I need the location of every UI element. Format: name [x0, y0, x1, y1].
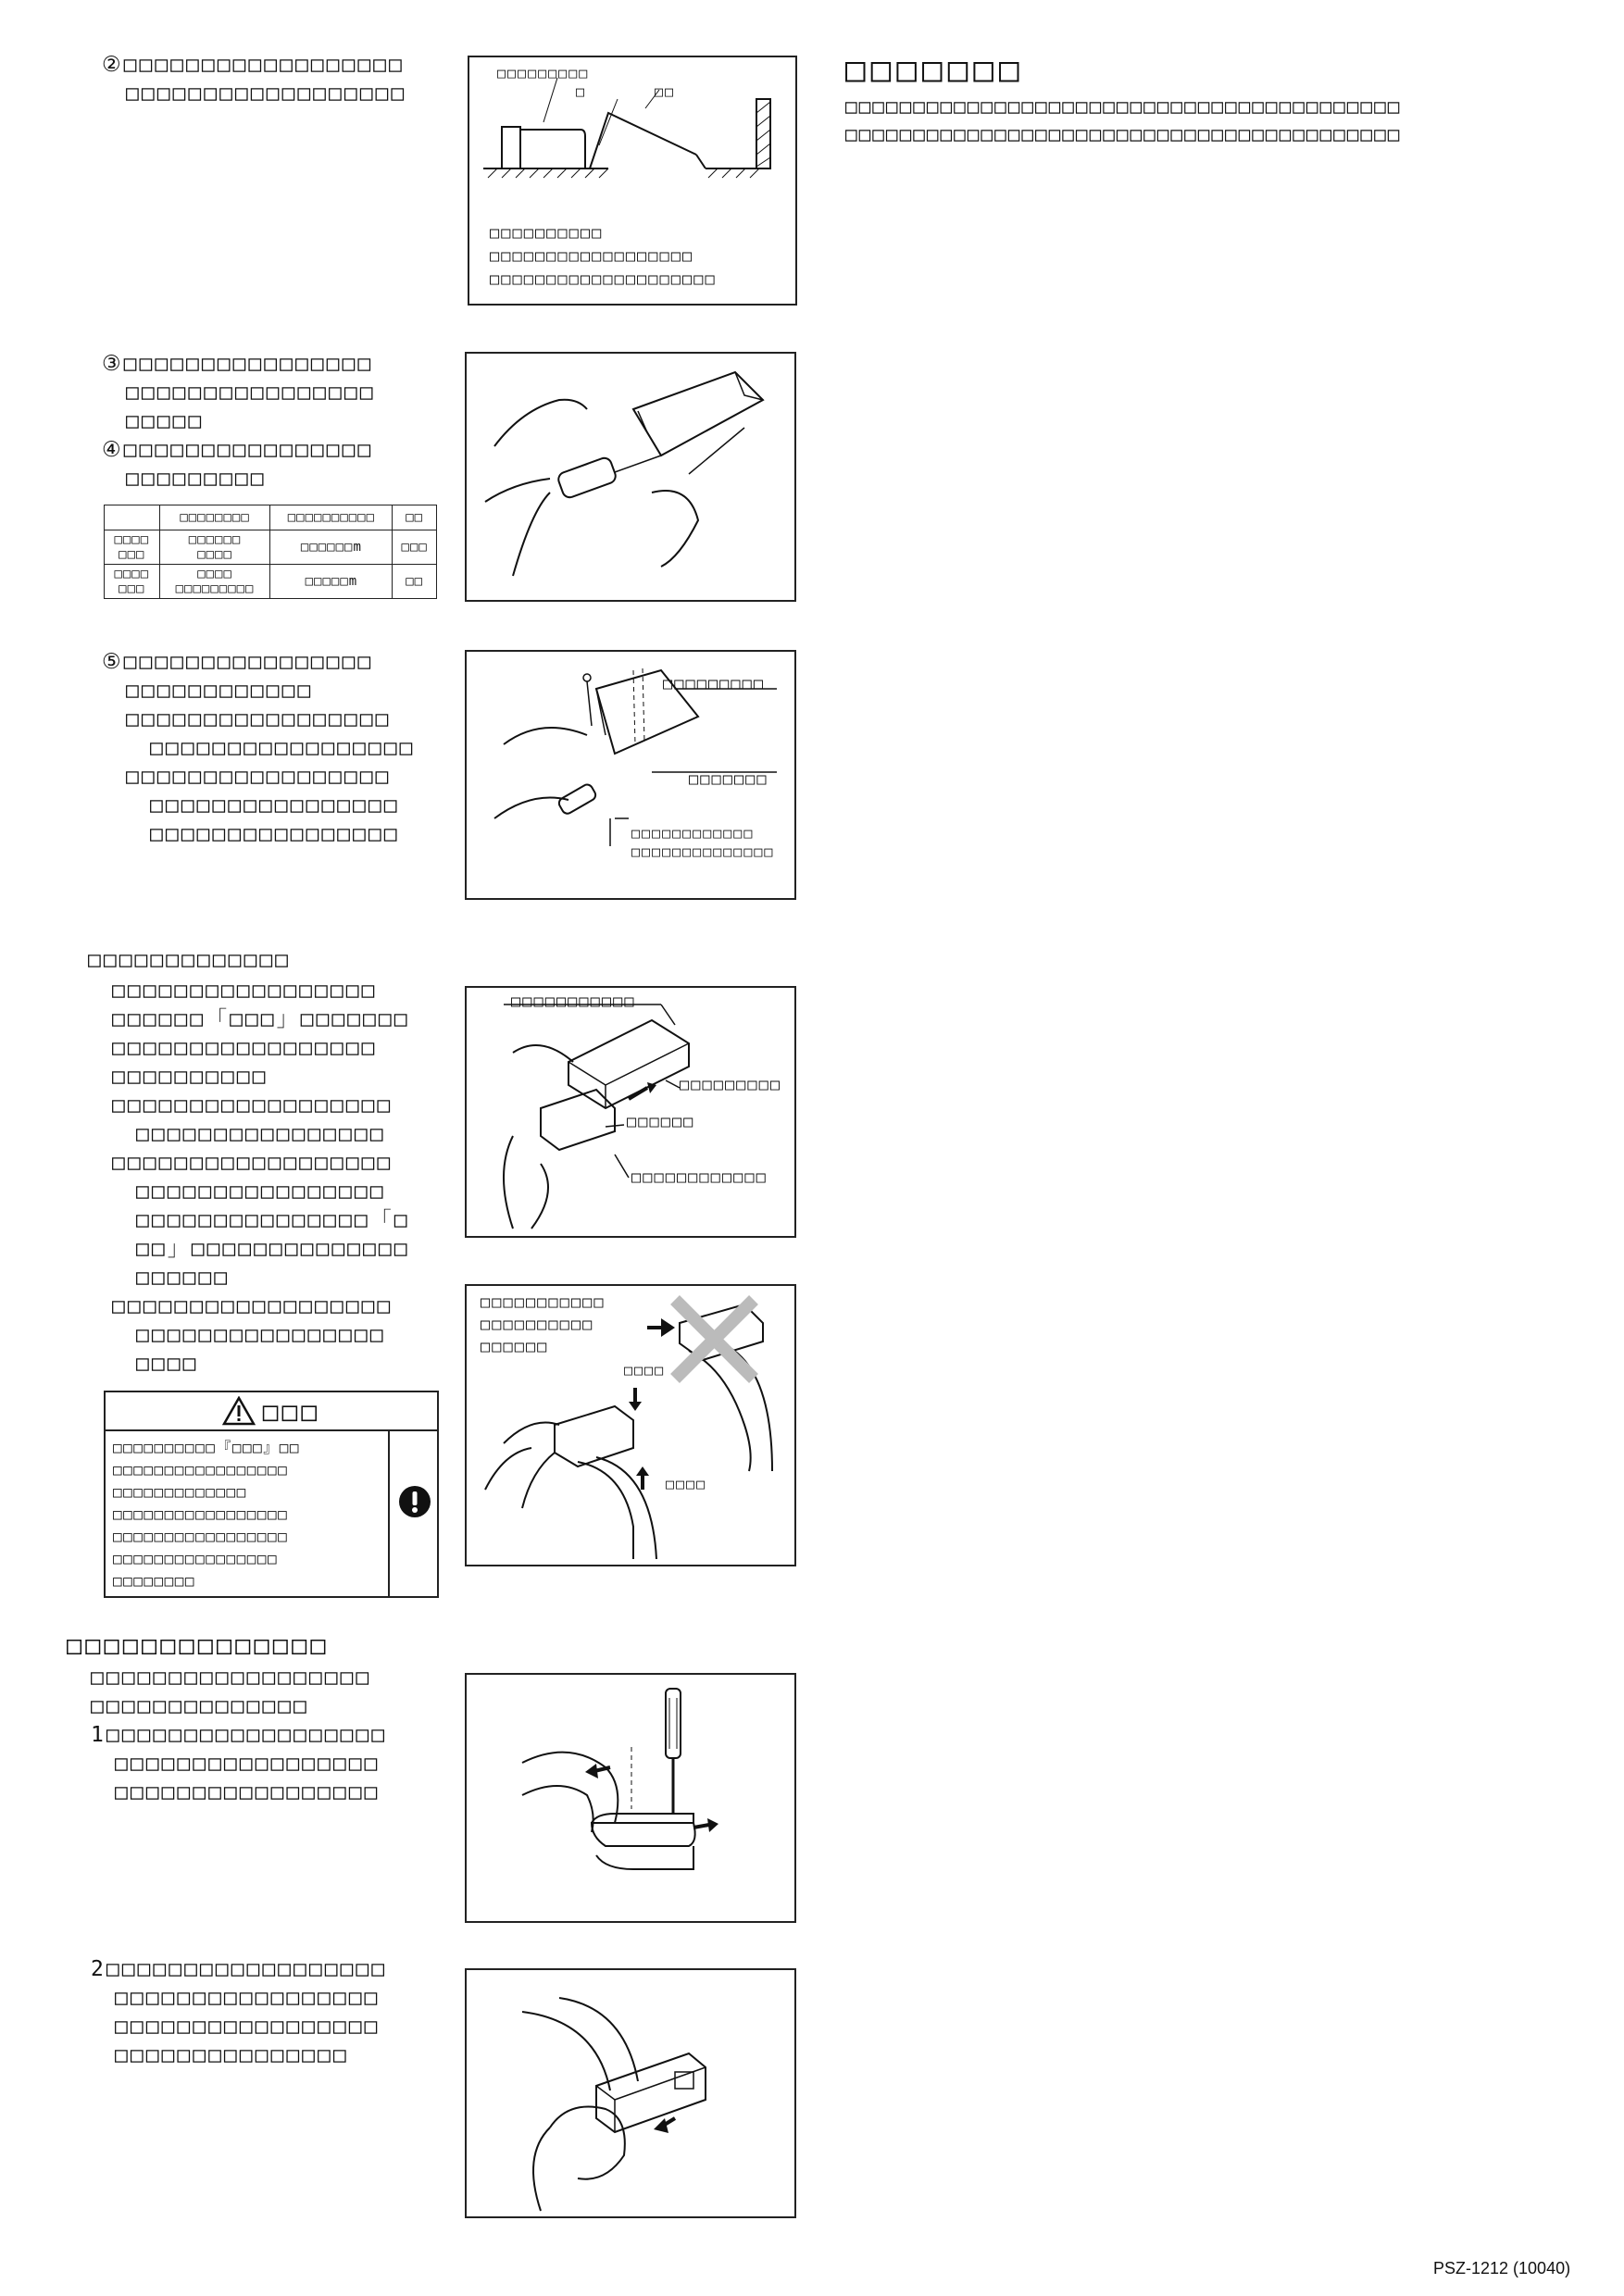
caution-line-7: □□□□□□□□ [113, 1572, 196, 1590]
step5-fig-label-2: □□□□□□□ [689, 770, 768, 789]
step6-line-9: □□□□□□□□□□□□□□□「□ [88, 1208, 410, 1232]
removal-line-2: □□□□□□□□□□□□□□ [67, 1694, 309, 1718]
step2-note-1: □□□□□□□□□□ [490, 224, 604, 243]
step4-line-1: ④□□□□□□□□□□□□□□□□ [102, 438, 374, 462]
right-column-line-2: □□□□□□□□□□□□□□□□□□□□□□□□□□□□□□□□□□□□□□□□□ [845, 123, 1402, 145]
step6-line-1: □□□□□□□□□□□□□□□□□ [88, 979, 378, 1003]
step6-line-8: □□□□□□□□□□□□□□□□ [88, 1179, 386, 1204]
right-column-title: □□□□□□□ [845, 51, 1025, 89]
caution-box [104, 1391, 439, 1598]
step6-fig2-arrow-label-1: □□□□ [624, 1362, 666, 1379]
step2-note-2: □□□□□□□□□□□□□□□□□□ [490, 247, 694, 266]
cover-slide-off-illustration [467, 1970, 794, 2216]
caution-line-6: □□□□□□□□□□□□□□□□ [113, 1550, 279, 1567]
removal-line-5: □□□□□□□□□□□□□□□□□ [67, 1780, 381, 1804]
step2-fig-label-mid: □ [576, 83, 587, 100]
exclamation-icon [398, 1485, 431, 1518]
step5-line-3: □□□□□□□□□□□□□□□□□ [102, 707, 392, 731]
step5-line-2: □□□□□□□□□□□□ [102, 679, 314, 703]
step2-line-1: ②□□□□□□□□□□□□□□□□□□ [102, 53, 405, 77]
step2-fig-label-right: □□ [655, 83, 676, 100]
spec-table [104, 505, 437, 599]
step5-line-7: □□□□□□□□□□□□□□□□ [102, 822, 400, 846]
removal-line-9: □□□□□□□□□□□□□□□ [67, 2043, 349, 2067]
step6-line-13: □□□□□□□□□□□□□□□□ [88, 1323, 386, 1347]
step2-fig-label-top: □□□□□□□□□ [497, 65, 590, 81]
step6-line-6: □□□□□□□□□□□□□□□□ [88, 1122, 386, 1146]
step6-line-2: □□□□□□「□□□」□□□□□□□ [88, 1007, 410, 1031]
step6-line-11: □□□□□□ [88, 1266, 231, 1290]
step6-fig2-arrow-label-2: □□□□ [666, 1476, 707, 1492]
footer-code: PSZ-1212 (10040) [1433, 2259, 1571, 2277]
right-column-line-1: □□□□□□□□□□□□□□□□□□□□□□□□□□□□□□□□□□□□□□□□□ [845, 95, 1402, 118]
step3-line-1: ③□□□□□□□□□□□□□□□□ [102, 352, 374, 376]
step5-line-5: □□□□□□□□□□□□□□□□□ [102, 765, 392, 789]
drilling-hands-illustration [467, 354, 794, 600]
removal-line-8: □□□□□□□□□□□□□□□□□ [67, 2015, 381, 2039]
caution-line-5: □□□□□□□□□□□□□□□□□ [113, 1528, 289, 1545]
removal-line-4: □□□□□□□□□□□□□□□□□ [67, 1752, 381, 1776]
step6-fig-label-1: □□□□□□□□□□□ [511, 992, 636, 1011]
step6-figure-2 [465, 1284, 796, 1566]
cover-attach-illustration [467, 988, 794, 1236]
table-row [105, 565, 437, 599]
table-cell: □□ [393, 565, 437, 599]
step5-fig-label-1: □□□□□□□□□ [663, 675, 766, 693]
removal-line-7: □□□□□□□□□□□□□□□□□ [67, 1986, 381, 2010]
step6-line-4: □□□□□□□□□□ [88, 1065, 269, 1089]
wall-section-diagram [469, 57, 795, 304]
spec-table-header-cell: □□□□□□□□□□ [270, 505, 393, 530]
step5-line-1: ⑤□□□□□□□□□□□□□□□□ [102, 650, 374, 674]
caution-line-4: □□□□□□□□□□□□□□□□□ [113, 1505, 289, 1523]
removal-figure-2 [465, 1968, 796, 2218]
caution-title: □□□ [262, 1395, 321, 1427]
spec-table-header-cell [105, 505, 160, 530]
step6-line-7: □□□□□□□□□□□□□□□□□□ [88, 1151, 394, 1175]
removal-figure-1 [465, 1673, 796, 1923]
spec-table-header-cell: □□□□□□□□ [159, 505, 270, 530]
table-cell: □□□□□□ □□□□ [159, 530, 270, 565]
step4-line-2: □□□□□□□□□ [102, 467, 267, 491]
step6-line-3: □□□□□□□□□□□□□□□□□ [88, 1036, 378, 1060]
step6-fig2-text-1: □□□□□□□□□□□ [481, 1293, 606, 1312]
step2-note-3: □□□□□□□□□□□□□□□□□□□□ [490, 270, 717, 289]
removal-line-6: 2□□□□□□□□□□□□□□□□□□ [67, 1957, 388, 1981]
table-cell: □□□ [393, 530, 437, 565]
step5-line-4: □□□□□□□□□□□□□□□□□ [102, 736, 416, 760]
step6-fig2-text-3: □□□□□□ [481, 1338, 549, 1356]
caution-header [106, 1392, 437, 1431]
step6-fig-label-2: □□□□□□□□□ [680, 1076, 782, 1094]
step2-line-2: □□□□□□□□□□□□□□□□□□ [102, 81, 407, 106]
caution-body [106, 1429, 390, 1596]
step6-heading: □□□□□□□□□□□□□ [88, 948, 292, 972]
step6-fig-label-4: □□□□□□□□□□□□ [631, 1168, 768, 1187]
step6-line-14: □□□□ [88, 1352, 199, 1376]
table-cell: □□□□□m [270, 565, 393, 599]
step5-figure [465, 650, 796, 900]
step5-fig-label-3: □□□□□□□□□□□□ [631, 825, 755, 842]
caution-line-1: □□□□□□□□□□『□□□』□□ [113, 1439, 300, 1456]
removal-heading: □□□□□□□□□□□□□□ [67, 1631, 330, 1660]
step6-fig2-text-2: □□□□□□□□□□ [481, 1316, 594, 1334]
table-cell: □□□□ □□□ [105, 530, 160, 565]
step2-figure [468, 56, 797, 306]
step3-line-2: □□□□□□□□□□□□□□□□ [102, 381, 376, 405]
caution-line-2: □□□□□□□□□□□□□□□□□ [113, 1461, 289, 1479]
step6-line-12: □□□□□□□□□□□□□□□□□□ [88, 1294, 394, 1318]
step5-fig-label-4: □□□□□□□□□□□□□□ [631, 843, 775, 860]
warning-triangle-icon [222, 1396, 256, 1426]
spec-table-header-row [105, 505, 437, 530]
table-cell: □□□□ □□□□□□□□□ [159, 565, 270, 599]
step3-figure [465, 352, 796, 602]
step6-line-10: □□」□□□□□□□□□□□□□□ [88, 1237, 410, 1261]
table-cell: □□□□□□m [270, 530, 393, 565]
step6-figure [465, 986, 796, 1238]
step6-fig-label-3: □□□□□□ [627, 1113, 695, 1131]
screwdriver-release-illustration [467, 1675, 794, 1921]
spec-table-header-cell: □□ [393, 505, 437, 530]
step3-line-3: □□□□□ [102, 409, 205, 433]
table-cell: □□□□ □□□ [105, 565, 160, 599]
table-row [105, 530, 437, 565]
step5-line-6: □□□□□□□□□□□□□□□□ [102, 793, 400, 817]
removal-line-3: 1□□□□□□□□□□□□□□□□□□ [67, 1723, 388, 1747]
removal-line-1: □□□□□□□□□□□□□□□□□□ [67, 1666, 372, 1690]
caution-line-3: □□□□□□□□□□□□□ [113, 1483, 247, 1501]
step6-line-5: □□□□□□□□□□□□□□□□□□ [88, 1093, 394, 1117]
